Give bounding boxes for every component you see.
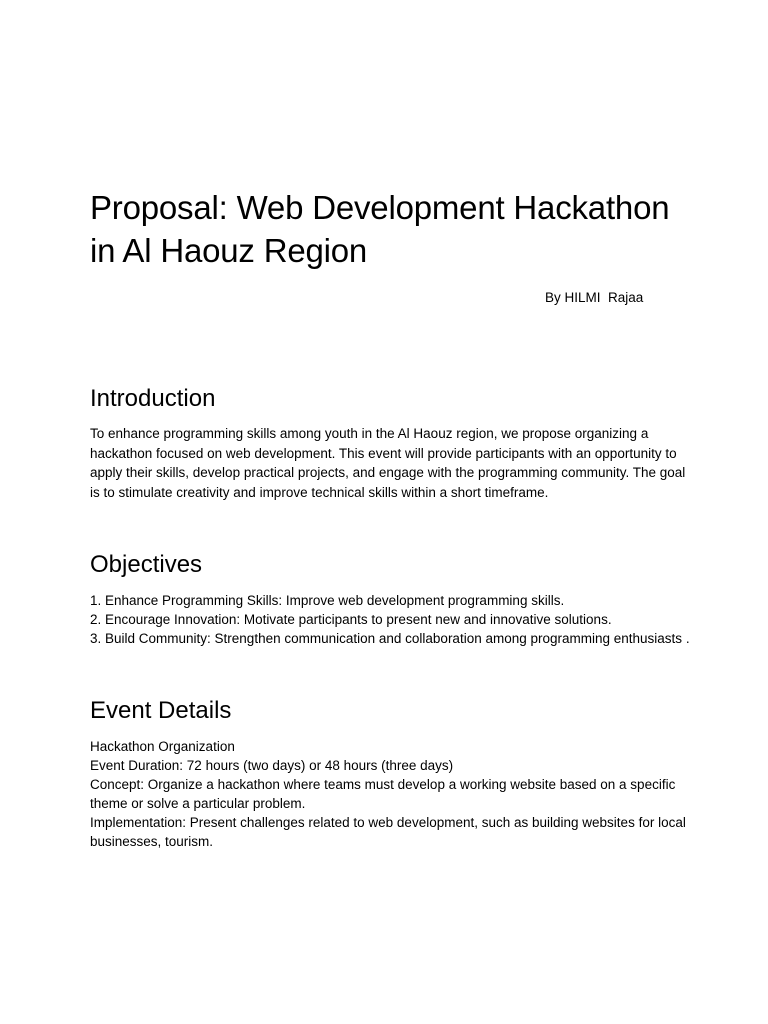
section-objectives bbox=[90, 550, 690, 648]
event-details-list bbox=[90, 737, 690, 851]
introduction-paragraph: To enhance programming skills among youth in the Al Haouz region, we propose organizing a hackathon focused on web development. This event will provide participants with an opportunity to apply their skills, develop practical projects, and engage with the programming community. The goal is to stimulate creativity and improve technical skills within a short timeframe. bbox=[90, 426, 686, 500]
section-heading-objectives: Objectives bbox=[90, 551, 203, 578]
event-detail-item: Hackathon Organization bbox=[90, 739, 235, 754]
document-content bbox=[90, 186, 690, 851]
objective-item: 1. Enhance Programming Skills: Improve web development programming skills. bbox=[90, 593, 565, 608]
document-author: By HILMI Rajaa bbox=[545, 290, 644, 305]
objective-item: 2. Encourage Innovation: Motivate participants to present new and innovative solutions. bbox=[90, 612, 612, 627]
event-detail-item: Implementation: Present challenges related to web development, such as building websites for local businesses, tourism. bbox=[90, 815, 686, 849]
section-event-details bbox=[90, 696, 690, 851]
objectives-list bbox=[90, 591, 690, 648]
section-heading-event-details: Event Details bbox=[90, 697, 232, 724]
event-detail-item: Event Duration: 72 hours (two days) or 48 hours (three days) bbox=[90, 758, 454, 773]
section-introduction bbox=[90, 384, 690, 502]
document-title: Proposal: Web Development Hackathon in Al Haouz Region bbox=[90, 189, 670, 269]
section-heading-introduction: Introduction bbox=[90, 385, 216, 412]
objective-item: 3. Build Community: Strengthen communication and collaboration among programming enthusiasts . bbox=[90, 631, 690, 646]
event-detail-item: Concept: Organize a hackathon where teams must develop a working website based on a specific theme or solve a particular problem. bbox=[90, 777, 676, 811]
